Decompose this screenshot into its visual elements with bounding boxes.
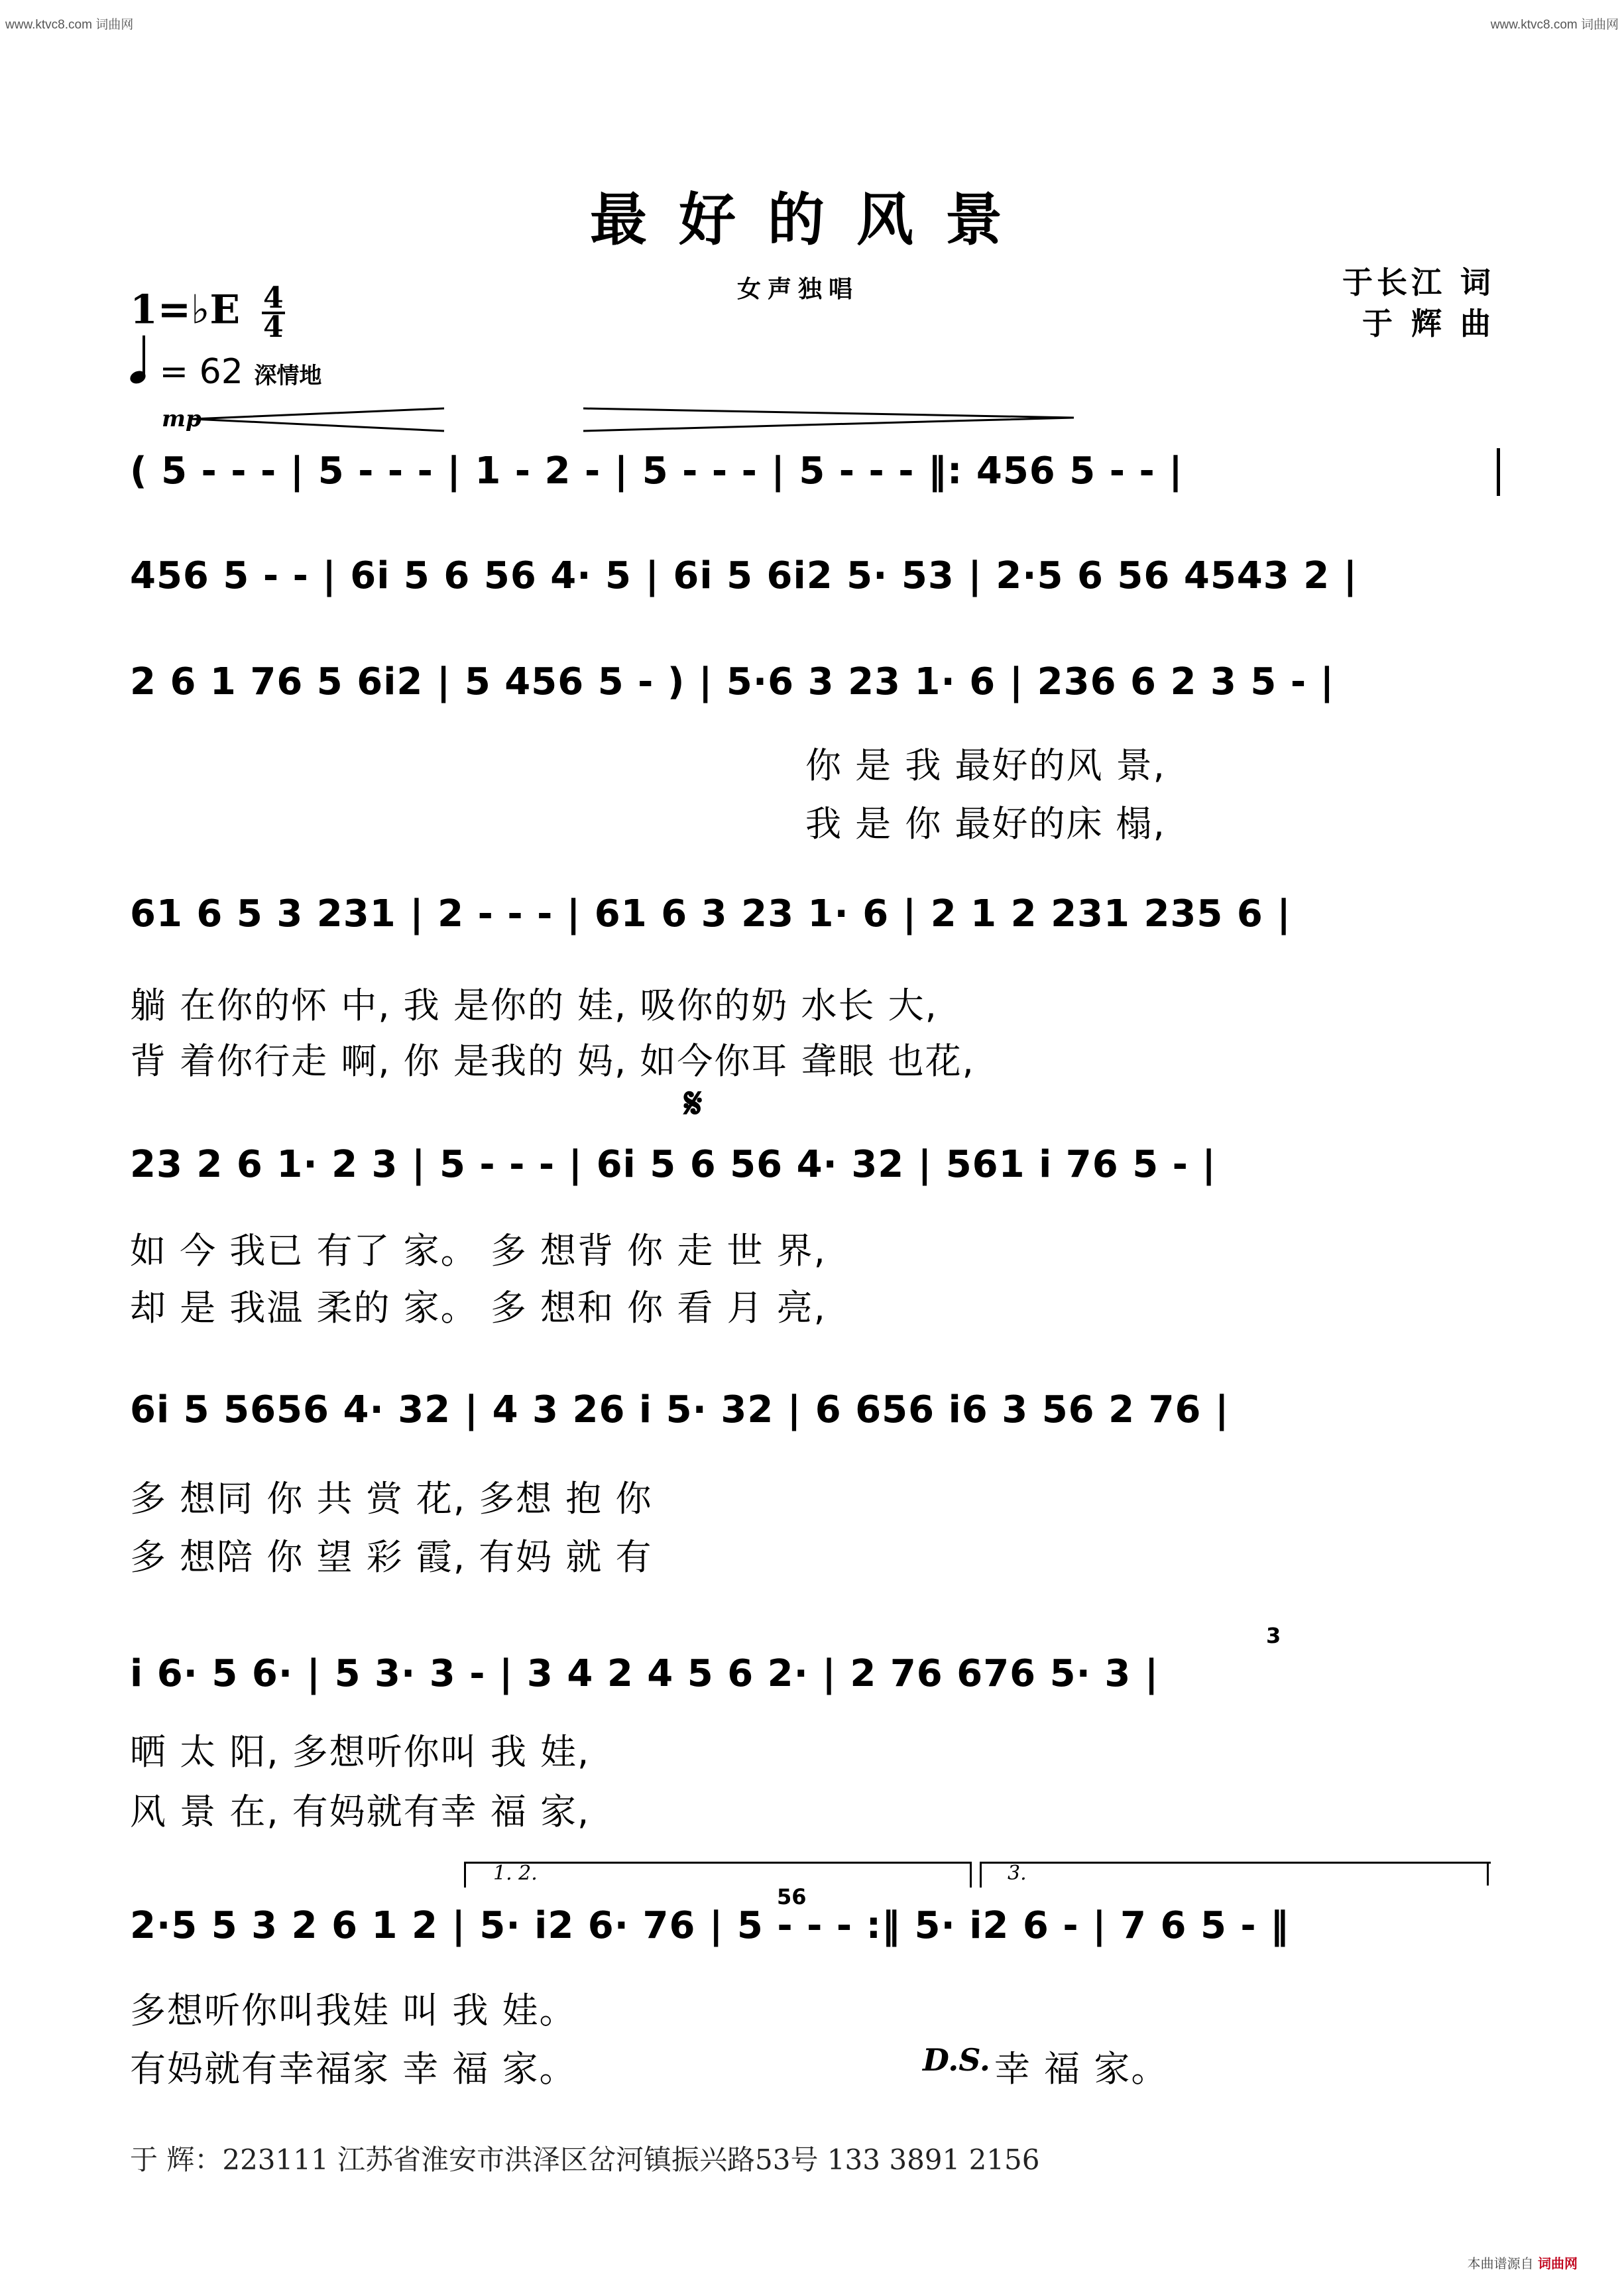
crescendo-hairpin — [192, 408, 444, 431]
system-8-lyrics-verse-2: 有妈就有幸福家 幸 福 家。 — [130, 2048, 577, 2090]
lyricist-credit: 于长江 词 — [1342, 265, 1495, 300]
system-3-lyrics-verse-2: 我 是 你 最好的床 榻, — [805, 803, 1166, 845]
composer-contact: 于 辉：223111 江苏省淮安市洪泽区岔河镇振兴路53号 133 3891 2156 — [130, 2143, 1040, 2176]
volta-label-3: 3. — [1008, 1862, 1027, 1885]
dynamic-mark: mp — [162, 406, 202, 432]
system-5-notes: 23 2 6 1· 2 3 | 5 - - - | 6i 5 6 56 4· 32 | 561 i 76 5 - | — [130, 1143, 1216, 1186]
system-4-lyrics-verse-1: 躺 在你的怀 中, 我 是你的 娃, 吸你的奶 水长 大, — [130, 985, 938, 1026]
watermark-top-left: www.ktvc8.com 词曲网 — [5, 18, 134, 32]
time-signature — [262, 281, 285, 344]
tempo-marking — [130, 345, 321, 392]
system-7-lyrics-verse-2: 风 景 在, 有妈就有幸 福 家, — [130, 1791, 591, 1833]
system-4-notes: 61 6 5 3 231 | 2 - - - | 61 6 3 23 1· 6 | 2 1 2 231 235 6 | — [130, 892, 1291, 935]
volta-bracket-3 — [980, 1862, 1491, 1888]
volta-label-1-2: 1. 2. — [493, 1862, 538, 1885]
system-7-lyrics-verse-1: 晒 太 阳, 多想听你叫 我 娃, — [130, 1731, 591, 1773]
system-7-notes: i 6· 5 6· | 5 3· 3 - | 3 4 2 4 5 6 2· | 2 76 676 5· 3 | — [130, 1652, 1159, 1695]
volta-3-end — [1487, 1862, 1489, 1886]
system-8-lyrics-verse-1: 多想听你叫我娃 叫 我 娃。 — [130, 1990, 577, 2031]
key-signature — [130, 281, 285, 344]
key-text: 1=♭E — [130, 286, 241, 333]
time-sig-top: 4 — [262, 281, 284, 315]
system-6-notes: 6i 5 5656 4· 32 | 4 3 26 i 5· 32 | 6 656 i6 3 56 2 76 | — [130, 1388, 1230, 1431]
ds-marker: D.S. — [923, 2042, 990, 2078]
hairpins — [192, 404, 1074, 438]
triplet-mark: 3 — [1266, 1623, 1281, 1648]
song-title: 最好的风景 — [590, 186, 1034, 253]
system-6-lyrics-verse-2: 多 想陪 你 望 彩 霞, 有妈 就 有 — [130, 1536, 653, 1578]
system-3-notes: 2 6 1 76 5 6i2 | 5 456 5 - ) | 5·6 3 23 1· 6 | 236 6 2 3 5 - | — [130, 660, 1335, 703]
system-8-notes: 2·5 5 3 2 6 1 2 | 5· i2 6· 76 | 5 - - - :‖ 5· i2 6 - | 7 6 5 - ‖ — [130, 1904, 1290, 1947]
quarter-note-stem — [143, 335, 145, 374]
tempo-expression: 深情地 — [254, 363, 322, 389]
system-5-lyrics-verse-1: 如 今 我已 有了 家。 多 想背 你 走 世 界, — [130, 1230, 827, 1272]
source-logo: 词曲网 — [1538, 2255, 1578, 2271]
decrescendo-hairpin — [583, 408, 1074, 431]
time-sig-bottom: 4 — [262, 310, 284, 344]
system-1-end-barline — [1497, 448, 1500, 496]
volta-bracket-1-2 — [464, 1862, 972, 1888]
segno-sign: 𝄋 — [684, 1079, 703, 1128]
composer-credit: 于 辉 曲 — [1362, 306, 1495, 341]
system-6-lyrics-verse-1: 多 想同 你 共 赏 花, 多想 抱 你 — [130, 1478, 653, 1520]
system-1-notes: ( 5 - - - | 5 - - - | 1 - 2 - | 5 - - - | 5 - - - ‖: 456 5 - - | — [130, 450, 1183, 493]
tempo-value: = 62 — [159, 352, 243, 392]
source-watermark — [1468, 2253, 1578, 2272]
subtitle: 女声独唱 — [737, 276, 860, 303]
system-2-notes: 456 5 - - | 6i 5 6 56 4· 5 | 6i 5 6i2 5· 53 | 2·5 6 56 4543 2 | — [130, 554, 1358, 597]
source-text: 本曲谱源自 — [1467, 2255, 1534, 2271]
grace-notes: 56 — [777, 1884, 807, 1909]
ds-lyrics: 幸 福 家。 — [994, 2048, 1169, 2090]
system-3-lyrics-verse-1: 你 是 我 最好的风 景, — [805, 745, 1166, 786]
system-5-lyrics-verse-2: 却 是 我温 柔的 家。 多 想和 你 看 月 亮, — [130, 1287, 827, 1329]
system-4-lyrics-verse-2: 背 着你行走 啊, 你 是我的 妈, 如今你耳 聋眼 也花, — [130, 1040, 975, 1082]
watermark-top-right: www.ktvc8.com 词曲网 — [1490, 18, 1619, 32]
